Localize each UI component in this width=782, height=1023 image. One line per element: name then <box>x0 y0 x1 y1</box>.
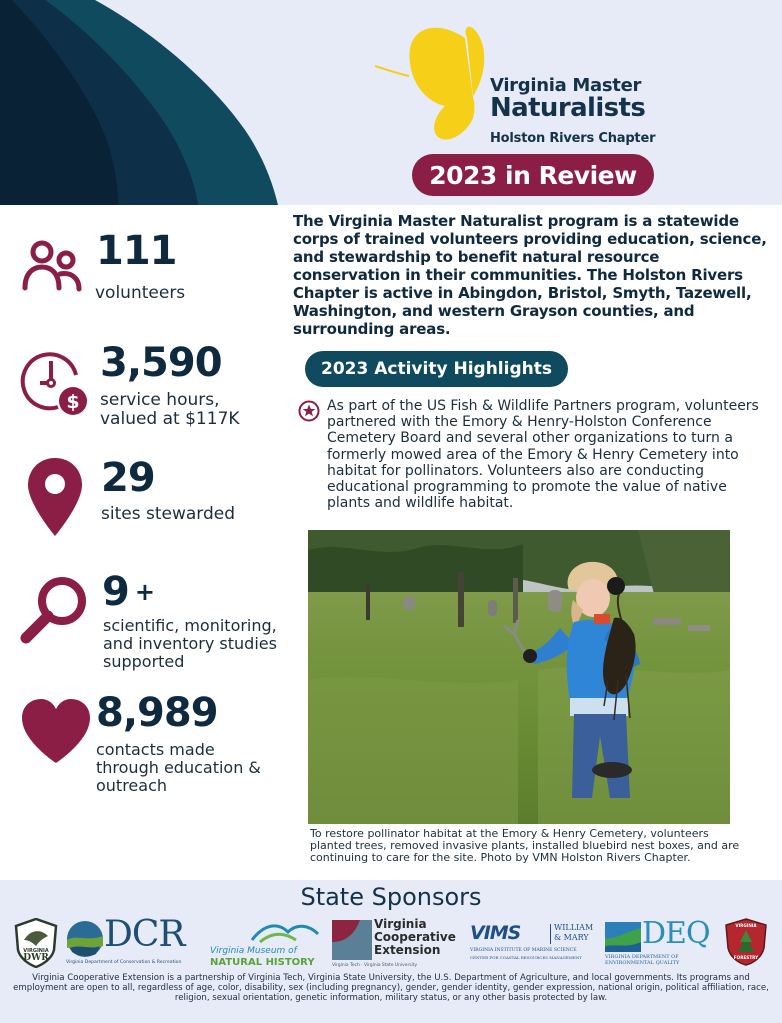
people-icon <box>20 236 84 296</box>
vce-logo-line3: Extension <box>374 943 441 957</box>
location-pin-icon <box>26 456 84 538</box>
forestry-logo-line1: VIRGINIA <box>735 923 757 928</box>
stat-contacts-label-line3: outreach <box>96 776 168 795</box>
stat-studies-label <box>103 617 277 671</box>
vce-logo-line2: Cooperative <box>374 930 456 944</box>
stat-studies-plus: + <box>134 578 154 606</box>
heart-icon <box>20 697 92 767</box>
stat-hours-number: 3,590 <box>100 340 222 386</box>
star-circle-icon <box>298 400 320 422</box>
magnifier-icon <box>18 574 90 646</box>
dwr-logo-line1: VIRGINIA <box>23 948 49 954</box>
dcr-logo-sub: Virginia Department of Conservation & Recreation <box>66 960 182 965</box>
review-badge: 2023 in Review <box>412 154 654 196</box>
stat-contacts-number: 8,989 <box>96 690 218 736</box>
dwr-logo-line2: DWR <box>23 953 49 963</box>
activity-heading: 2023 Activity Highlights <box>305 351 568 387</box>
stat-studies-label-line2: and inventory studies <box>103 634 277 653</box>
vmnh-logo-line2: NATURAL HISTORY <box>210 957 315 968</box>
clock-dollar-icon <box>18 347 90 417</box>
stat-contacts-label-line2: through education & <box>96 758 261 777</box>
vims-logo <box>470 922 600 970</box>
nondiscrimination-statement: Virginia Cooperative Extension is a partnership of Virginia Tech, Virginia State University, the U.S. Department of Agriculture, and local governments. Its programs and employment are open to all, regardless of age, color, disability, sex (including pregnancy), gender, gender identity, gender expression, national origin, political affiliation, race, religion, sexual orientation, genetic information, military status, or any other basis protected by law. <box>13 973 769 1003</box>
stat-studies-number <box>102 569 154 615</box>
activity-bullet: As part of the US Fish & Wildlife Partners program, volunteers partnered with the Emory & Henry-Holston Conference Cemetery Board and several other organizations to turn a formerly mowed area of the Emory & Henry Cemetery into habitat for pollinators. Volunteers also are conducting educational programming to promote the value of native plants and wildlife habitat. <box>327 398 759 512</box>
vims-logo-divider <box>550 924 551 944</box>
forestry-logo <box>724 918 768 966</box>
dcr-logo <box>66 914 206 970</box>
stat-volunteers-number: 111 <box>96 228 177 274</box>
stat-hours-label-line1: service hours, <box>100 390 220 410</box>
volunteer-photo <box>308 530 730 824</box>
stat-sites-label: sites stewarded <box>101 504 235 524</box>
vims-logo-sub1: VIRGINIA INSTITUTE OF MARINE SCIENCE <box>470 948 577 953</box>
sponsors-title: State Sponsors <box>300 883 482 911</box>
org-name-line2: Naturalists <box>490 93 646 123</box>
vims-logo-wm1: WILLIAM <box>554 923 594 932</box>
deq-logo-mark: DEQ <box>642 916 710 951</box>
stat-hours-label <box>100 391 240 429</box>
svg-text:$: $ <box>66 391 80 413</box>
deq-logo-sub1: VIRGINIA DEPARTMENT OF <box>605 954 679 960</box>
vce-logo-sub: Virginia Tech · Virginia State University <box>332 963 418 968</box>
stat-volunteers-label: volunteers <box>95 283 186 303</box>
vims-logo-mark: VIMS <box>470 922 521 944</box>
deq-logo <box>605 918 717 970</box>
stat-contacts-label <box>96 741 261 795</box>
vims-logo-sub2: CENTER FOR COASTAL RESOURCES MANAGEMENT <box>470 955 582 960</box>
stat-contacts-label-line1: contacts made <box>96 740 215 759</box>
org-name-line1: Virginia Master <box>490 75 642 96</box>
stat-hours-label-line2: valued at $117K <box>100 409 240 429</box>
decorative-wave <box>0 0 290 205</box>
stat-studies-label-line1: scientific, monitoring, <box>103 616 277 635</box>
vce-logo <box>332 918 462 970</box>
forestry-logo-line2: FORESTRY <box>733 955 759 960</box>
dwr-logo <box>14 918 58 968</box>
deq-logo-sub2: ENVIRONMENTAL QUALITY <box>605 960 680 966</box>
vce-logo-line1: Virginia <box>374 917 427 931</box>
vmnh-logo-line1: Virginia Museum of <box>210 946 297 956</box>
photo-caption: To restore pollinator habitat at the Emory & Henry Cemetery, volunteers planted trees, removed invasive plants, installed bluebird nest boxes, and are continuing to care for the site. Photo by VMN Holston Rivers Chapter. <box>310 827 740 864</box>
dcr-logo-mark: DCR <box>104 914 185 955</box>
vims-logo-wm2: & MARY <box>554 933 589 942</box>
chapter-name: Holston Rivers Chapter <box>490 131 656 146</box>
stat-studies-number-value: 9 <box>102 569 129 615</box>
stat-sites-number: 29 <box>101 455 155 501</box>
program-intro: The Virginia Master Naturalist program is a statewide corps of trained volunteers providing education, science, and stewardship to benefit natural resource conservation in their communities. The Holston Rivers Chapter is active in Abingdon, Bristol, Smyth, Tazewell, Washington, and western Grayson counties, and surrounding areas. <box>293 212 767 338</box>
vmnh-logo <box>210 918 325 970</box>
stat-studies-label-line3: supported <box>103 652 185 671</box>
